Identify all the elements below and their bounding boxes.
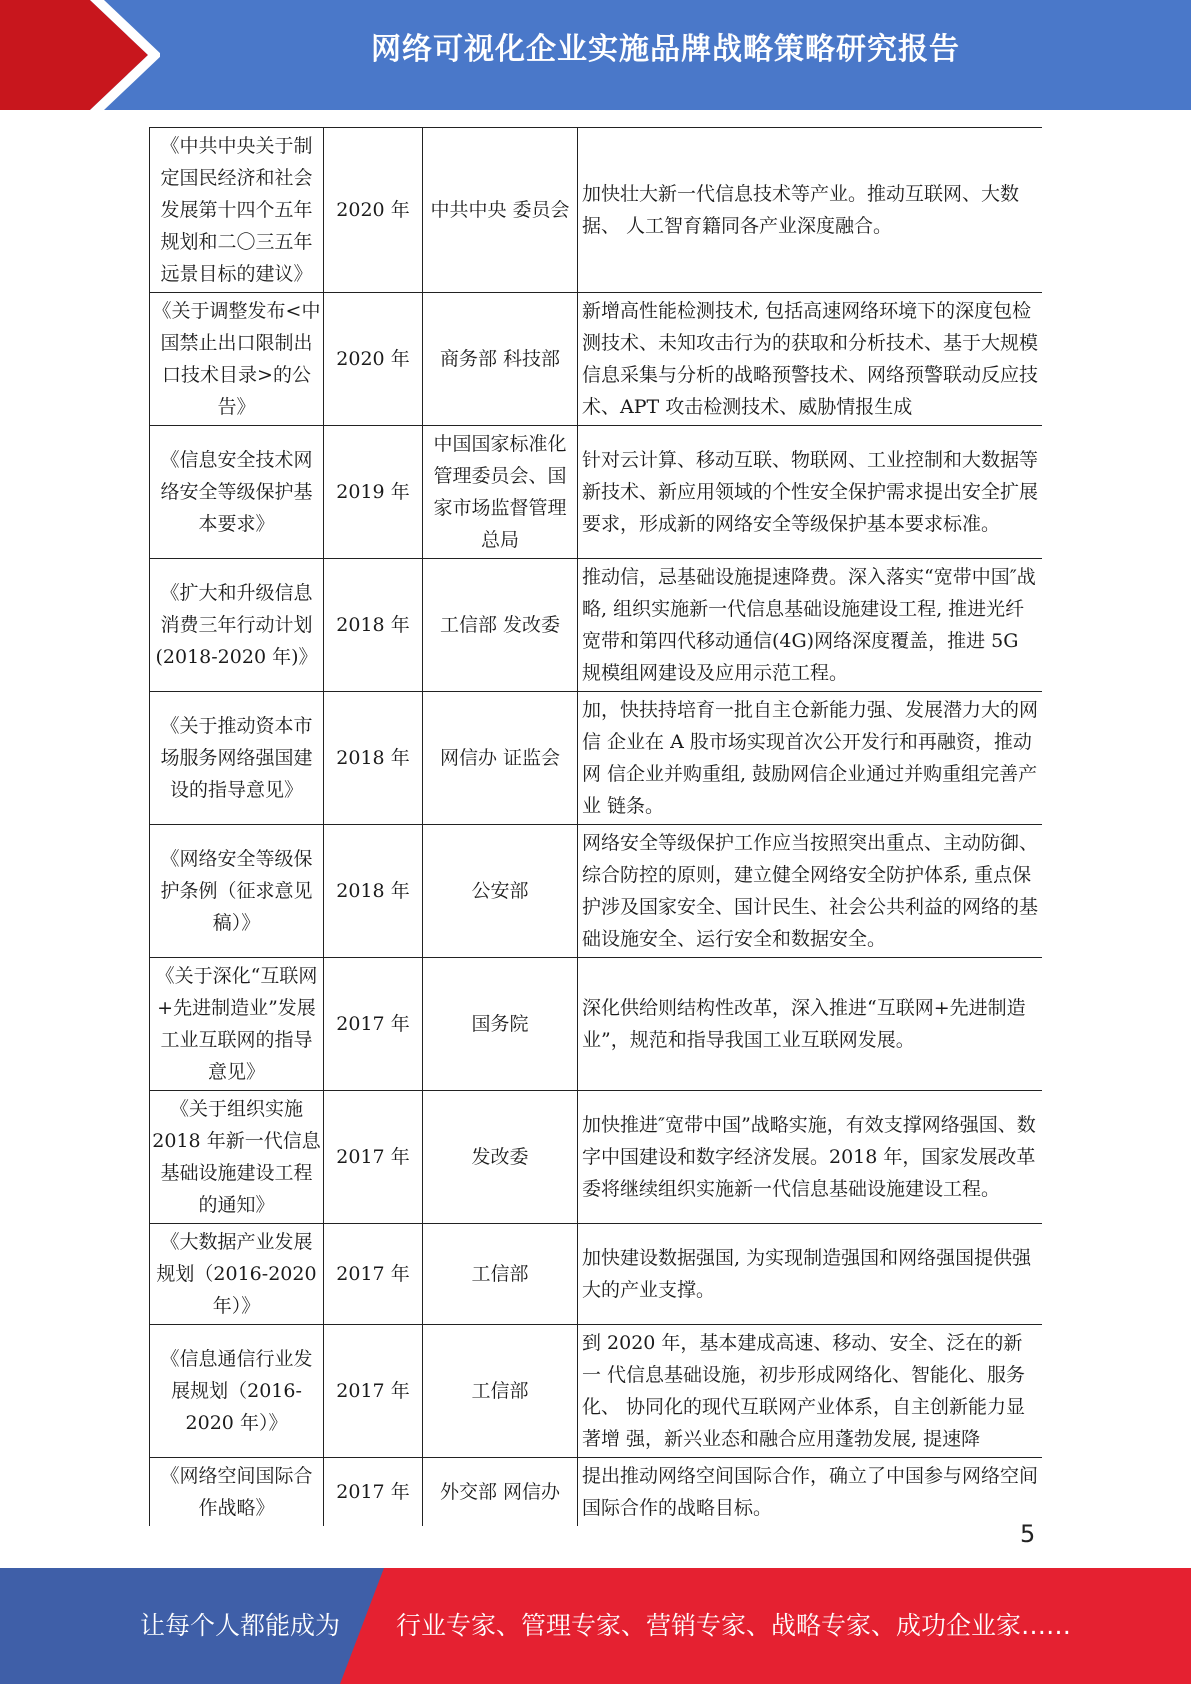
content-cell: 加，快扶持培育一批自主仓新能力强、发展潜力大的网信 企业在 A 股市场实现首次公开发行和再融资，推动网 信企业并购重组, 鼓励网信企业通过并购重组完善产业 链条。 — [578, 692, 1042, 825]
year-cell: 2020 年 — [324, 293, 423, 426]
department-cell: 中共中央 委员会 — [423, 128, 578, 293]
policy-name-cell: 《网络空间国际合作战略》 — [150, 1458, 324, 1527]
table-row — [150, 426, 1042, 559]
department-cell: 工信部 发改委 — [423, 559, 578, 692]
policy-name-cell: 《关于调整发布<中国禁止出口限制出口技术目录>的公告》 — [150, 293, 324, 426]
content-cell: 网络安全等级保护工作应当按照突出重点、主动防御、 综合防控的原则，建立健全网络安全防护体系, 重点保 护涉及国家安全、国计民生、社会公共利益的网络的基 础设施安全、运行安全和数据安全。 — [578, 825, 1042, 958]
department-cell: 工信部 — [423, 1224, 578, 1325]
page-number: 5 — [1020, 1520, 1036, 1548]
policy-name-cell: 《网络安全等级保护条例（征求意见稿）》 — [150, 825, 324, 958]
table-row — [150, 692, 1042, 825]
year-cell: 2018 年 — [324, 825, 423, 958]
year-cell: 2020 年 — [324, 128, 423, 293]
page-header — [0, 0, 1191, 110]
department-cell: 工信部 — [423, 1325, 578, 1458]
table-row — [150, 128, 1042, 293]
policy-name-cell: 《关于深化“互联网+先进制造业”发展工业互联网的指导意见》 — [150, 958, 324, 1091]
year-cell: 2018 年 — [324, 692, 423, 825]
content-cell: 深化供给则结构性改革，深入推进“互联网+先进制造 业”，规范和指导我国工业互联网发展。 — [578, 958, 1042, 1091]
table-row — [150, 1458, 1042, 1527]
policy-name-cell: 《大数据产业发展规划（2016-2020 年）》 — [150, 1224, 324, 1325]
content-cell: 提出推动网络空间国际合作，确立了中国参与网络空间 国际合作的战略目标。 — [578, 1458, 1042, 1527]
content-cell: 推动信，忌基础设施提速降费。深入落实“宽带中国″战 略, 组织实施新一代信息基础设施建设工程, 推进光纤 宽带和第四代移动通信(4G)网络深度覆盖，推进 5G 规模组网建设及应用示范工程。 — [578, 559, 1042, 692]
department-cell: 发改委 — [423, 1091, 578, 1224]
table-row — [150, 1224, 1042, 1325]
department-cell: 外交部 网信办 — [423, 1458, 578, 1527]
table-row — [150, 293, 1042, 426]
policy-name-cell: 《信息安全技术网络安全等级保护基本要求》 — [150, 426, 324, 559]
year-cell: 2019 年 — [324, 426, 423, 559]
content-cell: 新增高性能检测技术, 包括高速网络环境下的深度包检 测技术、未知攻击行为的获取和分析技术、基于大规模 信息采集与分析的战略预警技术、网络预警联动反应技 术、APT 攻击检测技术、威胁情报生成 — [578, 293, 1042, 426]
table-row — [150, 559, 1042, 692]
year-cell: 2017 年 — [324, 1458, 423, 1527]
policy-name-cell: 《信息通信行业发展规划（2016-2020 年）》 — [150, 1325, 324, 1458]
year-cell: 2017 年 — [324, 958, 423, 1091]
department-cell: 国务院 — [423, 958, 578, 1091]
content-cell: 加快建设数据强国, 为实现制造强国和网络强国提供强 大的产业支撑。 — [578, 1224, 1042, 1325]
policy-table — [149, 127, 1042, 1526]
content-cell: 针对云计算、移动互联、物联网、工业控制和大数据等 新技术、新应用领域的个性安全保护需求提出安全扩展 要求，形成新的网络安全等级保护基本要求标准。 — [578, 426, 1042, 559]
policy-name-cell: 《关于组织实施 2018 年新一代信息基础设施建设工程的通知》 — [150, 1091, 324, 1224]
year-cell: 2018 年 — [324, 559, 423, 692]
department-cell: 网信办 证监会 — [423, 692, 578, 825]
table-row — [150, 1325, 1042, 1458]
year-cell: 2017 年 — [324, 1325, 423, 1458]
department-cell: 商务部 科技部 — [423, 293, 578, 426]
header-arrow-icon — [0, 0, 160, 110]
footer-slogan-right: 行业专家、管理专家、营销专家、战略专家、成功企业家…… — [396, 1611, 1072, 1640]
footer-slogan-left: 让每个人都能成为 — [140, 1611, 341, 1640]
policy-name-cell: 《扩大和升级信息消费三年行动计划(2018-2020 年)》 — [150, 559, 324, 692]
policy-name-cell: 《关于推动资本市场服务网络强国建设的指导意见》 — [150, 692, 324, 825]
table-row — [150, 1091, 1042, 1224]
policy-name-cell: 《中共中央关于制定国民经济和社会发展第十四个五年规划和二〇三五年远景目标的建议》 — [150, 128, 324, 293]
year-cell: 2017 年 — [324, 1091, 423, 1224]
content-cell: 加快推进″宽带中国”战略实施，有效支撑网络强国、数字中国建设和数字经济发展。2018 年，国家发展改革委将继续组织实施新一代信息基础设施建设工程。 — [578, 1091, 1042, 1224]
department-cell: 公安部 — [423, 825, 578, 958]
department-cell: 中国国家标准化管理委员会、国家市场监督管理总局 — [423, 426, 578, 559]
table-row — [150, 958, 1042, 1091]
report-title: 网络可视化企业实施品牌战略策略研究报告 — [371, 32, 960, 67]
page-footer — [0, 1568, 1191, 1684]
content-cell: 到 2020 年，基本建成高速、移动、安全、泛在的新一 代信息基础设施，初步形成网络化、智能化、服务化、 协同化的现代互联网产业体系，自主创新能力显著增 强，新兴业态和融合应用蓬勃发展, 提速降 — [578, 1325, 1042, 1458]
year-cell: 2017 年 — [324, 1224, 423, 1325]
content-cell: 加快壮大新一代信息技术等产业。推动互联网、大数据、 人工智育籍同各产业深度融合。 — [578, 128, 1042, 293]
table-row — [150, 825, 1042, 958]
